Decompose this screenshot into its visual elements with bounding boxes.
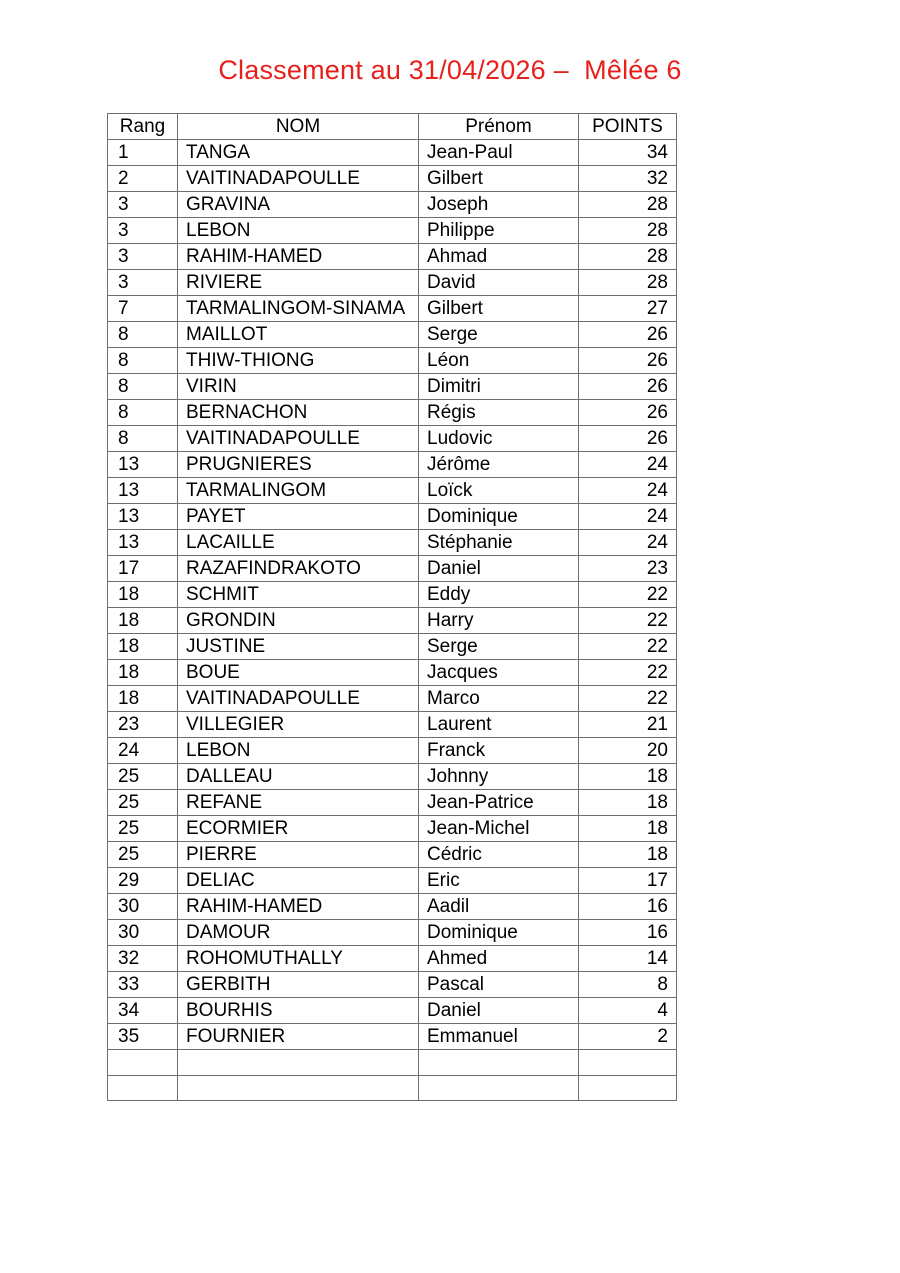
cell-prenom: Johnny — [419, 764, 579, 790]
header-points: POINTS — [579, 114, 677, 140]
cell-rang: 13 — [108, 530, 178, 556]
table-row — [108, 192, 677, 218]
cell-rang: 29 — [108, 868, 178, 894]
cell-prenom: Eric — [419, 868, 579, 894]
cell-nom: LEBON — [178, 738, 419, 764]
cell-points: 22 — [579, 686, 677, 712]
cell-nom: VILLEGIER — [178, 712, 419, 738]
cell-prenom: Léon — [419, 348, 579, 374]
cell-nom: GRONDIN — [178, 608, 419, 634]
table-row — [108, 478, 677, 504]
cell-rang — [108, 1050, 178, 1076]
cell-nom: RAHIM-HAMED — [178, 244, 419, 270]
table-row — [108, 556, 677, 582]
header-row — [108, 114, 677, 140]
cell-nom: DALLEAU — [178, 764, 419, 790]
table-row — [108, 608, 677, 634]
table-row — [108, 1075, 677, 1101]
cell-rang: 8 — [108, 426, 178, 452]
cell-rang: 7 — [108, 296, 178, 322]
cell-prenom: Philippe — [419, 218, 579, 244]
cell-prenom: Jean-Michel — [419, 816, 579, 842]
cell-rang — [108, 1075, 178, 1101]
cell-prenom: Jean-Paul — [419, 140, 579, 166]
table-row — [108, 582, 677, 608]
cell-prenom: Gilbert — [419, 296, 579, 322]
cell-nom: BOURHIS — [178, 998, 419, 1024]
cell-nom: RAZAFINDRAKOTO — [178, 556, 419, 582]
cell-rang: 25 — [108, 842, 178, 868]
cell-nom: THIW-THIONG — [178, 348, 419, 374]
cell-nom: PIERRE — [178, 842, 419, 868]
table-row — [108, 660, 677, 686]
cell-nom: BERNACHON — [178, 400, 419, 426]
cell-points — [579, 1050, 677, 1076]
header-rang: Rang — [108, 114, 178, 140]
cell-rang: 33 — [108, 972, 178, 998]
cell-prenom: Daniel — [419, 998, 579, 1024]
cell-prenom: Ahmed — [419, 946, 579, 972]
table-row — [108, 452, 677, 478]
cell-points: 28 — [579, 244, 677, 270]
table-row — [108, 634, 677, 660]
cell-prenom — [419, 1075, 579, 1101]
cell-nom: LEBON — [178, 218, 419, 244]
table-row — [108, 1050, 677, 1076]
cell-rang: 18 — [108, 634, 178, 660]
cell-rang: 8 — [108, 322, 178, 348]
cell-nom: ROHOMUTHALLY — [178, 946, 419, 972]
cell-points: 4 — [579, 998, 677, 1024]
cell-nom — [178, 1075, 419, 1101]
cell-points: 18 — [579, 764, 677, 790]
cell-prenom: Régis — [419, 400, 579, 426]
table-row — [108, 868, 677, 894]
cell-points: 22 — [579, 608, 677, 634]
cell-rang: 23 — [108, 712, 178, 738]
cell-points: 21 — [579, 712, 677, 738]
cell-prenom: Jacques — [419, 660, 579, 686]
cell-rang: 25 — [108, 816, 178, 842]
table-row — [108, 348, 677, 374]
table-row — [108, 504, 677, 530]
cell-nom: PRUGNIERES — [178, 452, 419, 478]
cell-nom: VAITINADAPOULLE — [178, 166, 419, 192]
header-prenom: Prénom — [419, 114, 579, 140]
cell-prenom: Serge — [419, 322, 579, 348]
cell-rang: 8 — [108, 374, 178, 400]
cell-rang: 13 — [108, 478, 178, 504]
cell-prenom: Loïck — [419, 478, 579, 504]
cell-rang: 13 — [108, 452, 178, 478]
cell-prenom: Jean-Patrice — [419, 790, 579, 816]
table-row — [108, 1024, 677, 1050]
cell-rang: 25 — [108, 764, 178, 790]
cell-points: 26 — [579, 374, 677, 400]
table-row — [108, 790, 677, 816]
cell-points: 8 — [579, 972, 677, 998]
cell-points: 22 — [579, 660, 677, 686]
cell-nom: TARMALINGOM-SINAMA — [178, 296, 419, 322]
cell-points: 34 — [579, 140, 677, 166]
cell-prenom: Cédric — [419, 842, 579, 868]
cell-rang: 3 — [108, 218, 178, 244]
table-row — [108, 400, 677, 426]
cell-nom: VIRIN — [178, 374, 419, 400]
cell-points: 22 — [579, 582, 677, 608]
cell-prenom: Emmanuel — [419, 1024, 579, 1050]
cell-nom: DAMOUR — [178, 920, 419, 946]
cell-rang: 3 — [108, 244, 178, 270]
cell-points: 2 — [579, 1024, 677, 1050]
table-row — [108, 738, 677, 764]
cell-prenom: Ahmad — [419, 244, 579, 270]
table-row — [108, 712, 677, 738]
cell-prenom — [419, 1050, 579, 1076]
cell-rang: 25 — [108, 790, 178, 816]
table-row — [108, 244, 677, 270]
cell-prenom: Pascal — [419, 972, 579, 998]
ranking-table — [107, 113, 677, 1101]
cell-rang: 18 — [108, 582, 178, 608]
table-row — [108, 920, 677, 946]
cell-rang: 18 — [108, 660, 178, 686]
cell-points: 18 — [579, 816, 677, 842]
cell-prenom: Joseph — [419, 192, 579, 218]
cell-points: 32 — [579, 166, 677, 192]
cell-points: 16 — [579, 920, 677, 946]
cell-points: 20 — [579, 738, 677, 764]
table-row — [108, 140, 677, 166]
cell-points: 14 — [579, 946, 677, 972]
cell-points: 26 — [579, 426, 677, 452]
cell-rang: 17 — [108, 556, 178, 582]
cell-points: 24 — [579, 478, 677, 504]
cell-points: 26 — [579, 400, 677, 426]
table-row — [108, 816, 677, 842]
cell-prenom: Gilbert — [419, 166, 579, 192]
cell-prenom: Franck — [419, 738, 579, 764]
table-row — [108, 764, 677, 790]
cell-rang: 1 — [108, 140, 178, 166]
table-row — [108, 972, 677, 998]
cell-points: 28 — [579, 192, 677, 218]
table-row — [108, 998, 677, 1024]
cell-prenom: Daniel — [419, 556, 579, 582]
cell-points: 23 — [579, 556, 677, 582]
cell-rang: 32 — [108, 946, 178, 972]
table-row — [108, 218, 677, 244]
table-row — [108, 894, 677, 920]
cell-rang: 18 — [108, 686, 178, 712]
table-row — [108, 322, 677, 348]
cell-prenom: Ludovic — [419, 426, 579, 452]
cell-points: 22 — [579, 634, 677, 660]
cell-nom: GERBITH — [178, 972, 419, 998]
cell-nom: ECORMIER — [178, 816, 419, 842]
cell-nom: VAITINADAPOULLE — [178, 686, 419, 712]
page-title: Classement au 31/04/2026 – Mêlée 6 — [218, 55, 682, 85]
header-nom: NOM — [178, 114, 419, 140]
cell-nom: VAITINADAPOULLE — [178, 426, 419, 452]
cell-points: 24 — [579, 452, 677, 478]
cell-points: 17 — [579, 868, 677, 894]
cell-rang: 24 — [108, 738, 178, 764]
table-row — [108, 842, 677, 868]
table-row — [108, 166, 677, 192]
cell-prenom: Serge — [419, 634, 579, 660]
cell-prenom: Marco — [419, 686, 579, 712]
cell-prenom: Harry — [419, 608, 579, 634]
cell-nom: DELIAC — [178, 868, 419, 894]
cell-nom: LACAILLE — [178, 530, 419, 556]
cell-prenom: Jérôme — [419, 452, 579, 478]
table-row — [108, 946, 677, 972]
cell-points: 28 — [579, 270, 677, 296]
cell-nom: RAHIM-HAMED — [178, 894, 419, 920]
cell-nom: FOURNIER — [178, 1024, 419, 1050]
cell-points: 28 — [579, 218, 677, 244]
cell-nom: RIVIERE — [178, 270, 419, 296]
cell-nom — [178, 1050, 419, 1076]
cell-prenom: David — [419, 270, 579, 296]
cell-nom: TANGA — [178, 140, 419, 166]
cell-points: 16 — [579, 894, 677, 920]
cell-nom: BOUE — [178, 660, 419, 686]
table-row — [108, 530, 677, 556]
cell-rang: 8 — [108, 400, 178, 426]
table-row — [108, 686, 677, 712]
cell-rang: 30 — [108, 920, 178, 946]
cell-nom: JUSTINE — [178, 634, 419, 660]
cell-rang: 8 — [108, 348, 178, 374]
table-row — [108, 426, 677, 452]
ranking-body — [108, 140, 677, 1101]
cell-prenom: Aadil — [419, 894, 579, 920]
cell-prenom: Dominique — [419, 504, 579, 530]
cell-prenom: Stéphanie — [419, 530, 579, 556]
cell-rang: 18 — [108, 608, 178, 634]
cell-nom: TARMALINGOM — [178, 478, 419, 504]
cell-prenom: Dominique — [419, 920, 579, 946]
cell-points: 18 — [579, 790, 677, 816]
cell-nom: GRAVINA — [178, 192, 419, 218]
cell-rang: 13 — [108, 504, 178, 530]
table-row — [108, 374, 677, 400]
cell-points: 27 — [579, 296, 677, 322]
cell-points: 26 — [579, 322, 677, 348]
cell-nom: SCHMIT — [178, 582, 419, 608]
cell-rang: 34 — [108, 998, 178, 1024]
cell-rang: 3 — [108, 192, 178, 218]
cell-nom: PAYET — [178, 504, 419, 530]
table-row — [108, 296, 677, 322]
cell-nom: MAILLOT — [178, 322, 419, 348]
cell-points: 18 — [579, 842, 677, 868]
cell-rang: 2 — [108, 166, 178, 192]
cell-rang: 30 — [108, 894, 178, 920]
cell-prenom: Eddy — [419, 582, 579, 608]
cell-rang: 35 — [108, 1024, 178, 1050]
cell-rang: 3 — [108, 270, 178, 296]
cell-points: 26 — [579, 348, 677, 374]
cell-prenom: Dimitri — [419, 374, 579, 400]
table-row — [108, 270, 677, 296]
cell-nom: REFANE — [178, 790, 419, 816]
cell-prenom: Laurent — [419, 712, 579, 738]
cell-points: 24 — [579, 530, 677, 556]
cell-points — [579, 1075, 677, 1101]
cell-points: 24 — [579, 504, 677, 530]
